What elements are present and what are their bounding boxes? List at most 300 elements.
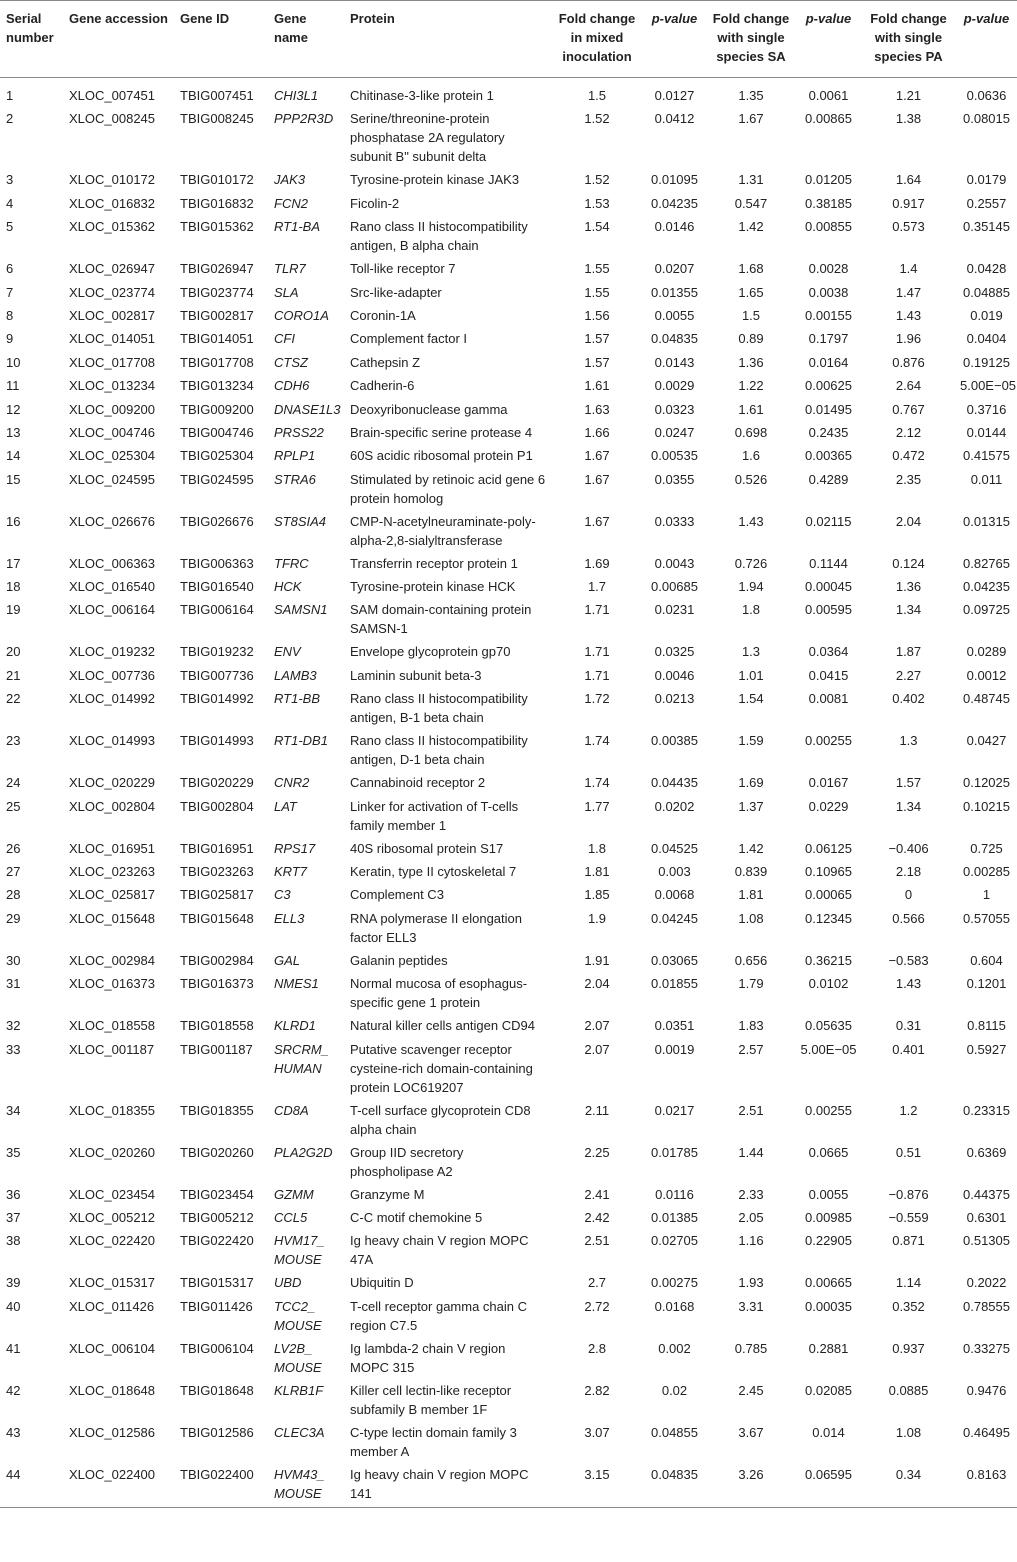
cell-fold-change-pa: 0.871 (892, 1233, 925, 1249)
cell-gene-id: TBIG016373 (180, 976, 254, 992)
cell-fold-change-pa: 0.937 (892, 1340, 925, 1356)
cell-serial-number: 32 (6, 1018, 21, 1034)
cell-fold-change-mixed: 2.41 (584, 1186, 610, 1202)
cell-fold-change-pa: 0.401 (892, 1041, 925, 1057)
cell-fold-change-sa: 1.44 (738, 1144, 764, 1160)
table-row (0, 444, 1017, 467)
cell-gene-accession: XLOC_022400 (69, 1466, 156, 1482)
cell-fold-change-mixed: 2.07 (584, 1018, 610, 1034)
cell-fold-change-pa: −0.559 (888, 1209, 929, 1225)
table-row (0, 510, 1017, 552)
cell-gene-accession: XLOC_025304 (69, 448, 156, 464)
cell-serial-number: 22 (6, 691, 21, 707)
header-gene-id: Gene ID (180, 11, 230, 26)
cell-p-value-mixed: 0.0019 (654, 1041, 695, 1057)
cell-gene-name: CCL5 (274, 1209, 308, 1225)
cell-p-value-sa: 0.1144 (809, 555, 848, 571)
cell-gene-accession: XLOC_015362 (69, 219, 156, 235)
cell-fold-change-mixed: 2.72 (584, 1298, 610, 1314)
cell-fold-change-mixed: 2.82 (584, 1382, 610, 1398)
cell-p-value-mixed: 0.0143 (654, 354, 695, 370)
cell-p-value-mixed: 0.02705 (651, 1233, 698, 1249)
cell-fold-change-mixed: 1.81 (584, 864, 610, 880)
cell-fold-change-pa: 1.2 (899, 1102, 918, 1118)
cell-protein: CMP-N-acetylneuraminate-poly-alpha-2,8-sialyltransferase (350, 513, 536, 548)
cell-p-value-mixed: 0.003 (658, 864, 691, 880)
cell-gene-id: TBIG002984 (180, 952, 254, 968)
cell-serial-number: 20 (6, 644, 21, 660)
cell-p-value-pa: 0.09725 (963, 602, 1010, 618)
cell-fold-change-sa: 1.42 (738, 840, 764, 856)
cell-gene-name: KRT7 (274, 864, 307, 880)
cell-serial-number: 19 (6, 602, 21, 618)
cell-fold-change-sa: 1.5 (741, 307, 761, 323)
cell-fold-change-sa: 0.698 (734, 424, 768, 440)
cell-fold-change-pa: 1.38 (895, 111, 922, 127)
cell-gene-name: RPLP1 (274, 448, 316, 464)
table-row (0, 1141, 1017, 1183)
table-row (0, 729, 1017, 771)
cell-gene-name: TLR7 (274, 261, 306, 277)
table-row (0, 398, 1017, 421)
cell-gene-name: RT1-DB1 (274, 733, 328, 749)
cell-protein: Tyrosine-protein kinase HCK (350, 579, 516, 595)
cell-p-value-pa: 0.46495 (963, 1424, 1010, 1440)
cell-p-value-pa: 0.019 (970, 307, 1003, 323)
table-row (0, 1099, 1017, 1141)
cell-gene-name: GZMM (274, 1186, 314, 1202)
cell-gene-accession: XLOC_002804 (69, 798, 156, 814)
cell-serial-number: 4 (6, 195, 14, 211)
cell-p-value-sa: 0.06125 (805, 840, 852, 856)
cell-p-value-pa: 0.33275 (963, 1340, 1010, 1356)
table-row (0, 78, 1017, 108)
cell-fold-change-sa: 0.547 (734, 195, 768, 211)
cell-fold-change-sa: 2.57 (738, 1041, 764, 1057)
cell-fold-change-mixed: 1.61 (584, 378, 610, 394)
cell-gene-id: TBIG022420 (180, 1233, 254, 1249)
cell-p-value-mixed: 0.0207 (654, 261, 695, 277)
cell-serial-number: 7 (6, 284, 14, 300)
cell-gene-id: TBIG012586 (180, 1424, 254, 1440)
cell-gene-accession: XLOC_016951 (69, 840, 156, 856)
cell-gene-name: HVM43_ MOUSE (274, 1466, 325, 1501)
cell-p-value-sa: 0.01495 (805, 401, 852, 417)
cell-p-value-mixed: 0.0127 (654, 88, 695, 103)
cell-fold-change-sa: 1.69 (738, 775, 764, 791)
cell-p-value-sa: 0.014 (812, 1424, 845, 1440)
cell-serial-number: 30 (6, 952, 21, 968)
cell-p-value-pa: 1 (982, 887, 991, 903)
cell-protein: Linker for activation of T-cells family member 1 (350, 798, 519, 833)
cell-fold-change-mixed: 1.55 (584, 284, 610, 300)
cell-p-value-sa: 0.12345 (805, 910, 852, 926)
cell-protein: Keratin, type II cytoskeletal 7 (350, 864, 517, 880)
cell-p-value-sa: 0.0061 (808, 88, 849, 103)
cell-gene-id: TBIG007736 (180, 667, 254, 683)
table-row (0, 949, 1017, 972)
cell-protein: Transferrin receptor protein 1 (350, 555, 518, 571)
cell-fold-change-mixed: 1.7 (587, 579, 607, 595)
cell-gene-name: LAMB3 (274, 667, 317, 683)
cell-fold-change-sa: 1.65 (738, 284, 764, 300)
table-row (0, 795, 1017, 837)
cell-p-value-mixed: 0.00535 (651, 448, 698, 464)
cell-p-value-pa: 0.0012 (966, 667, 1007, 683)
table-row (0, 374, 1017, 397)
cell-serial-number: 3 (6, 172, 14, 188)
cell-fold-change-sa: 0.526 (734, 471, 768, 487)
cell-gene-accession: XLOC_015648 (69, 910, 156, 926)
cell-gene-accession: XLOC_012586 (69, 1424, 156, 1440)
cell-protein: Complement C3 (350, 887, 444, 903)
cell-p-value-mixed: 0.01355 (651, 284, 698, 300)
cell-gene-name: JAK3 (274, 172, 306, 188)
cell-protein: 40S ribosomal protein S17 (350, 840, 504, 856)
table-row (0, 860, 1017, 883)
cell-gene-accession: XLOC_016373 (69, 976, 156, 992)
cell-fold-change-mixed: 1.52 (584, 111, 610, 127)
cell-gene-name: SLA (274, 284, 299, 300)
cell-fold-change-sa: 1.94 (738, 579, 764, 595)
cell-p-value-sa: 0.0364 (808, 644, 849, 660)
cell-gene-accession: XLOC_010172 (69, 172, 156, 188)
table-row (0, 1337, 1017, 1379)
cell-fold-change-mixed: 2.04 (584, 976, 610, 992)
cell-gene-accession: XLOC_015317 (69, 1275, 156, 1291)
cell-gene-id: TBIG006363 (180, 555, 254, 571)
table-row (0, 837, 1017, 860)
cell-gene-id: TBIG025304 (180, 448, 254, 464)
cell-fold-change-pa: 2.04 (895, 513, 922, 529)
table-header (0, 1, 1017, 78)
cell-gene-id: TBIG017708 (180, 354, 254, 370)
cell-p-value-pa: 0.04235 (963, 579, 1010, 595)
cell-fold-change-pa: 0.472 (892, 448, 925, 464)
cell-p-value-pa: 0.44375 (963, 1186, 1010, 1202)
cell-gene-name: NMES1 (274, 976, 319, 992)
cell-fold-change-sa: 1.43 (738, 513, 764, 529)
cell-gene-name: CDH6 (274, 378, 310, 394)
cell-p-value-sa: 0.36215 (805, 952, 852, 968)
cell-p-value-sa: 0.00665 (805, 1275, 852, 1291)
cell-fold-change-sa: 2.51 (738, 1102, 764, 1118)
cell-p-value-pa: 0.725 (970, 840, 1003, 856)
cell-fold-change-mixed: 2.42 (584, 1209, 610, 1225)
table-row (0, 1379, 1017, 1421)
cell-fold-change-mixed: 1.85 (584, 887, 610, 903)
cell-p-value-mixed: 0.0055 (654, 307, 695, 323)
cell-p-value-sa: 0.0028 (808, 261, 849, 277)
cell-gene-name: STRA6 (274, 471, 316, 487)
table-row (0, 168, 1017, 191)
cell-p-value-pa: 0.6369 (966, 1144, 1007, 1160)
cell-fold-change-mixed: 1.69 (584, 555, 610, 571)
cell-p-value-mixed: 0.0323 (654, 401, 695, 417)
cell-gene-id: TBIG024595 (180, 471, 254, 487)
cell-fold-change-mixed: 1.8 (587, 840, 607, 856)
cell-p-value-sa: 0.00595 (805, 602, 852, 618)
cell-p-value-mixed: 0.04835 (651, 1466, 698, 1482)
cell-serial-number: 38 (6, 1233, 21, 1249)
cell-gene-id: TBIG026947 (180, 261, 254, 277)
cell-p-value-sa: 0.02115 (805, 513, 852, 529)
cell-p-value-pa: 0.19125 (963, 354, 1010, 370)
cell-p-value-sa: 0.00045 (805, 579, 852, 595)
cell-gene-accession: XLOC_016540 (69, 579, 156, 595)
cell-gene-accession: XLOC_023263 (69, 864, 156, 880)
cell-protein: Cadherin-6 (350, 378, 415, 394)
cell-p-value-sa: 0.00865 (805, 111, 852, 127)
cell-p-value-pa: 0.78555 (963, 1298, 1010, 1314)
cell-gene-id: TBIG013234 (180, 378, 254, 394)
cell-fold-change-sa: 1.3 (741, 644, 761, 660)
cell-fold-change-sa: 1.68 (738, 261, 764, 277)
cell-p-value-sa: 0.00625 (805, 378, 852, 394)
cell-protein: C-type lectin domain family 3 member A (350, 1424, 517, 1459)
cell-fold-change-sa: 0.89 (738, 331, 764, 347)
cell-fold-change-sa: 0.839 (734, 864, 768, 880)
cell-serial-number: 11 (6, 378, 20, 394)
cell-fold-change-sa: 1.83 (738, 1018, 764, 1034)
cell-gene-name: ENV (274, 644, 301, 660)
cell-fold-change-pa: 1.4 (899, 261, 918, 277)
cell-fold-change-pa: 0.917 (892, 195, 925, 211)
cell-p-value-mixed: 0.002 (658, 1340, 691, 1356)
cell-fold-change-sa: 1.93 (738, 1275, 764, 1291)
cell-fold-change-sa: 2.33 (738, 1186, 764, 1202)
cell-p-value-sa: 0.00255 (805, 733, 852, 749)
cell-gene-id: TBIG014993 (180, 733, 254, 749)
cell-gene-name: CNR2 (274, 775, 310, 791)
cell-gene-accession: XLOC_014993 (69, 733, 156, 749)
cell-p-value-sa: 0.0102 (808, 976, 849, 992)
cell-p-value-mixed: 0.0046 (654, 667, 695, 683)
cell-fold-change-sa: 0.656 (734, 952, 768, 968)
cell-serial-number: 1 (6, 88, 14, 103)
cell-serial-number: 39 (6, 1275, 21, 1291)
cell-p-value-pa: 0.0427 (966, 733, 1007, 749)
cell-serial-number: 10 (6, 354, 21, 370)
cell-fold-change-pa: 1.57 (895, 775, 922, 791)
cell-fold-change-mixed: 1.54 (584, 219, 610, 235)
cell-gene-name: LV2B_ MOUSE (274, 1340, 322, 1375)
cell-p-value-sa: 0.00155 (805, 307, 852, 323)
cell-serial-number: 36 (6, 1186, 21, 1202)
cell-fold-change-pa: 0.0885 (888, 1382, 929, 1398)
cell-gene-accession: XLOC_014051 (69, 331, 156, 347)
cell-gene-accession: XLOC_008245 (69, 111, 156, 127)
cell-gene-id: TBIG006164 (180, 602, 254, 618)
cell-p-value-pa: 0.01315 (963, 513, 1010, 529)
cell-gene-name: CLEC3A (274, 1424, 325, 1440)
cell-serial-number: 23 (6, 733, 21, 749)
table-row (0, 421, 1017, 444)
cell-p-value-pa: 0.0144 (966, 424, 1007, 440)
cell-gene-accession: XLOC_005212 (69, 1209, 156, 1225)
cell-p-value-mixed: 0.0043 (654, 555, 695, 571)
cell-p-value-sa: 0.38185 (805, 195, 852, 211)
cell-fold-change-sa: 1.22 (738, 378, 764, 394)
cell-serial-number: 21 (6, 667, 21, 683)
cell-protein: Rano class II histocompatibility antigen, D-1 beta chain (350, 733, 528, 768)
cell-gene-accession: XLOC_023774 (69, 284, 156, 300)
cell-gene-accession: XLOC_009200 (69, 401, 156, 417)
cell-fold-change-sa: 1.8 (741, 602, 761, 618)
cell-gene-id: TBIG019232 (180, 644, 254, 660)
cell-p-value-sa: 0.10965 (805, 864, 852, 880)
table-row (0, 1038, 1017, 1099)
cell-gene-accession: XLOC_023454 (69, 1186, 156, 1202)
cell-p-value-sa: 0.0665 (808, 1144, 849, 1160)
cell-p-value-pa: 0.8115 (967, 1018, 1006, 1034)
cell-p-value-mixed: 0.04435 (651, 775, 698, 791)
cell-gene-name: SRCRM_ HUMAN (274, 1041, 329, 1076)
cell-p-value-mixed: 0.0355 (654, 471, 695, 487)
table-row (0, 771, 1017, 794)
cell-p-value-mixed: 0.01385 (651, 1209, 698, 1225)
cell-fold-change-pa: 1.47 (895, 284, 922, 300)
cell-protein: Putative scavenger receptor cysteine-rich domain-containing protein LOC619207 (350, 1041, 533, 1095)
cell-gene-accession: XLOC_016832 (69, 195, 156, 211)
cell-fold-change-sa: 1.36 (738, 354, 764, 370)
cell-p-value-mixed: 0.0068 (654, 887, 695, 903)
table-row (0, 972, 1017, 1014)
cell-fold-change-pa: 0.402 (892, 691, 925, 707)
cell-p-value-mixed: 0.04525 (651, 840, 698, 856)
cell-fold-change-sa: 1.54 (738, 691, 764, 707)
cell-fold-change-pa: 0.34 (895, 1466, 922, 1482)
cell-fold-change-pa: 0.767 (892, 401, 925, 417)
header-fold-change-pa: Fold change with single species PA (870, 11, 947, 64)
cell-gene-name: TCC2_ MOUSE (274, 1298, 322, 1333)
cell-p-value-mixed: 0.0202 (654, 798, 695, 814)
cell-gene-id: TBIG023263 (180, 864, 254, 880)
cell-gene-id: TBIG022400 (180, 1466, 254, 1482)
cell-gene-accession: XLOC_007736 (69, 667, 156, 683)
cell-p-value-sa: 0.22905 (805, 1233, 852, 1249)
cell-gene-accession: XLOC_026947 (69, 261, 156, 277)
cell-gene-name: CHI3L1 (274, 88, 319, 103)
cell-fold-change-pa: −0.876 (888, 1186, 929, 1202)
cell-p-value-pa: 0.12025 (963, 775, 1010, 791)
cell-serial-number: 8 (6, 307, 14, 323)
cell-gene-accession: XLOC_013234 (69, 378, 156, 394)
cell-fold-change-sa: 1.01 (738, 667, 764, 683)
cell-fold-change-pa: −0.406 (888, 840, 929, 856)
cell-gene-accession: XLOC_006104 (69, 1340, 156, 1356)
cell-protein: Complement factor I (350, 331, 468, 347)
cell-fold-change-mixed: 1.57 (584, 331, 610, 347)
cell-p-value-pa: 0.08015 (963, 111, 1010, 127)
cell-p-value-mixed: 0.04835 (651, 331, 698, 347)
cell-protein: Ficolin-2 (350, 195, 400, 211)
table-row (0, 687, 1017, 729)
cell-serial-number: 17 (6, 555, 21, 571)
cell-gene-name: KLRB1F (274, 1382, 324, 1398)
cell-gene-id: TBIG015317 (180, 1275, 254, 1291)
cell-p-value-pa: 0.57055 (963, 910, 1010, 926)
cell-serial-number: 31 (6, 976, 21, 992)
cell-p-value-sa: 0.0038 (808, 284, 849, 300)
cell-p-value-mixed: 0.0231 (654, 602, 695, 618)
cell-fold-change-mixed: 1.71 (584, 644, 610, 660)
cell-gene-id: TBIG011426 (180, 1298, 253, 1314)
cell-gene-name: LAT (274, 798, 297, 814)
cell-gene-id: TBIG018648 (180, 1382, 254, 1398)
cell-gene-id: TBIG023454 (180, 1186, 254, 1202)
cell-gene-name: CFI (274, 331, 295, 347)
cell-p-value-mixed: 0.00685 (651, 579, 698, 595)
cell-p-value-pa: 0.41575 (963, 448, 1010, 464)
cell-gene-name: UBD (274, 1275, 302, 1291)
cell-serial-number: 42 (6, 1382, 21, 1398)
cell-protein: C-C motif chemokine 5 (350, 1209, 483, 1225)
cell-gene-name: KLRD1 (274, 1018, 316, 1034)
cell-p-value-sa: 0.01205 (805, 172, 852, 188)
cell-gene-id: TBIG002804 (180, 798, 254, 814)
cell-fold-change-pa: 0.51 (895, 1144, 922, 1160)
cell-protein: SAM domain-containing protein SAMSN-1 (350, 602, 532, 637)
cell-gene-id: TBIG009200 (180, 401, 254, 417)
cell-gene-name: HVM17_ MOUSE (274, 1233, 325, 1268)
cell-gene-name: ST8SIA4 (274, 513, 327, 529)
cell-p-value-sa: 0.00365 (805, 448, 852, 464)
cell-gene-accession: XLOC_022420 (69, 1233, 156, 1249)
cell-fold-change-sa: 1.81 (738, 887, 764, 903)
cell-fold-change-sa: 1.08 (738, 910, 764, 926)
cell-p-value-mixed: 0.0333 (654, 513, 695, 529)
cell-gene-name: RT1-BB (274, 691, 320, 707)
cell-gene-accession: XLOC_020260 (69, 1144, 156, 1160)
cell-fold-change-pa: 1.36 (895, 579, 922, 595)
cell-gene-id: TBIG015648 (180, 910, 254, 926)
table-row (0, 1229, 1017, 1271)
cell-fold-change-sa: 2.05 (738, 1209, 764, 1225)
cell-p-value-sa: 0.00255 (805, 1102, 852, 1118)
table-row (0, 575, 1017, 598)
cell-fold-change-pa: 1.96 (895, 331, 922, 347)
cell-gene-name: RPS17 (274, 840, 316, 856)
cell-p-value-mixed: 0.03065 (651, 952, 698, 968)
cell-p-value-sa: 0.00985 (805, 1209, 852, 1225)
cell-p-value-mixed: 0.01855 (651, 976, 698, 992)
cell-p-value-sa: 0.2881 (808, 1340, 849, 1356)
table-row (0, 1271, 1017, 1294)
cell-protein: T-cell receptor gamma chain C region C7.5 (350, 1298, 528, 1333)
cell-serial-number: 26 (6, 840, 21, 856)
cell-p-value-sa: 0.00065 (805, 887, 852, 903)
cell-gene-id: TBIG020260 (180, 1144, 254, 1160)
header-fold-change-sa: Fold change with single species SA (712, 11, 790, 64)
cell-gene-id: TBIG016540 (180, 579, 254, 595)
cell-fold-change-sa: 0.726 (734, 555, 768, 571)
cell-protein: Galanin peptides (350, 952, 448, 968)
cell-gene-accession: XLOC_002984 (69, 952, 156, 968)
cell-gene-id: TBIG018355 (180, 1102, 254, 1118)
cell-gene-accession: XLOC_026676 (69, 513, 156, 529)
cell-protein: Src-like-adapter (350, 284, 442, 300)
cell-gene-name: GAL (274, 952, 301, 968)
cell-fold-change-pa: 2.12 (895, 424, 922, 440)
cell-serial-number: 29 (6, 910, 21, 926)
table-row (0, 107, 1017, 168)
cell-protein: Granzyme M (350, 1186, 425, 1202)
cell-gene-accession: XLOC_019232 (69, 644, 156, 660)
cell-fold-change-mixed: 1.71 (584, 667, 610, 683)
cell-fold-change-pa: 2.64 (895, 378, 922, 394)
cell-gene-accession: XLOC_018558 (69, 1018, 156, 1034)
